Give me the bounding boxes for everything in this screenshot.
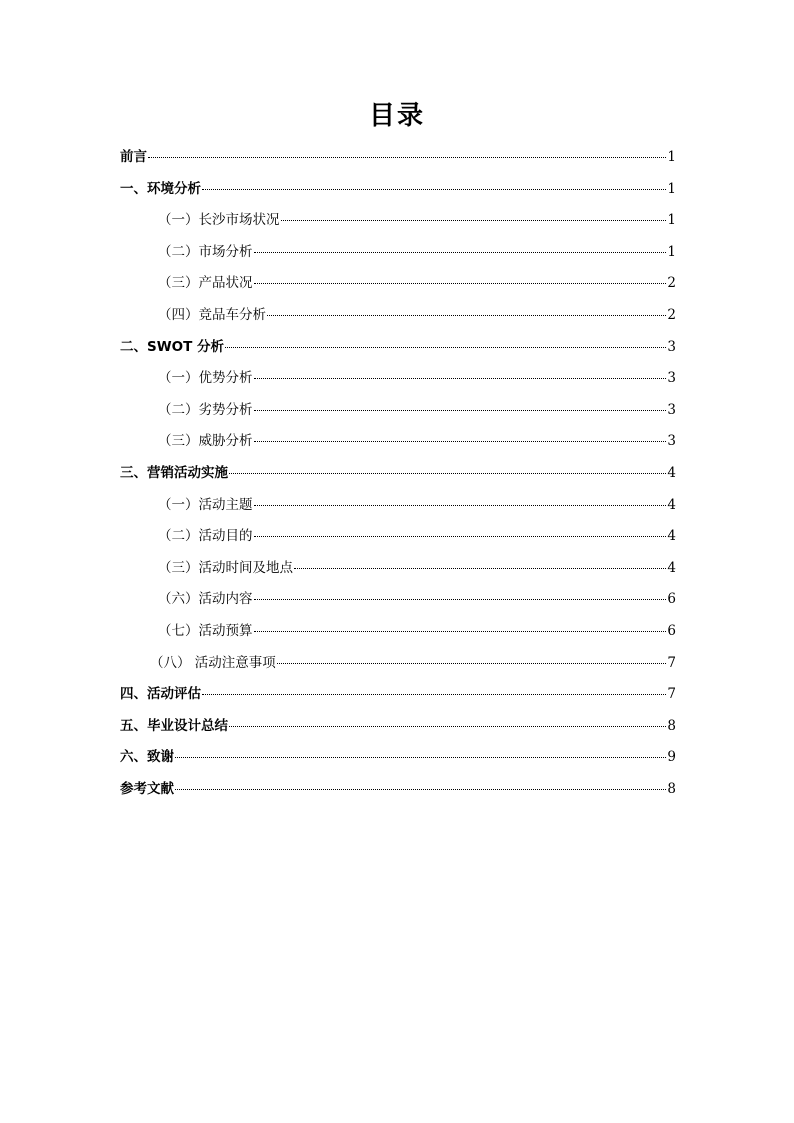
toc-entry-label: （六）活动内容 — [158, 591, 253, 608]
toc-entry-page-number: 6 — [667, 591, 676, 608]
toc-dot-leader — [254, 631, 667, 632]
toc-entry-page-number: 6 — [667, 622, 676, 639]
toc-entry[interactable] — [120, 742, 676, 774]
toc-entry-page-number: 3 — [667, 401, 676, 418]
toc-entry[interactable] — [120, 711, 676, 743]
toc-dot-leader — [254, 378, 667, 379]
toc-dot-leader — [148, 157, 666, 158]
toc-entry-label: （二）劣势分析 — [158, 401, 253, 418]
toc-dot-leader — [202, 189, 666, 190]
toc-entry[interactable] — [120, 363, 676, 395]
toc-entry-page-number: 1 — [667, 180, 676, 197]
toc-entry-label: （一）优势分析 — [158, 370, 253, 387]
toc-entry[interactable] — [120, 426, 676, 458]
toc-entry[interactable] — [120, 553, 676, 585]
toc-dot-leader — [254, 536, 667, 537]
toc-entry-page-number: 1 — [667, 212, 676, 229]
toc-dot-leader — [229, 726, 666, 727]
toc-entry-page-number: 4 — [667, 559, 676, 576]
toc-entry-page-number: 2 — [667, 275, 676, 292]
toc-entry-page-number: 4 — [667, 464, 676, 481]
toc-entry-label: 六、致谢 — [120, 749, 174, 766]
toc-entry-label: （三）产品状况 — [158, 275, 253, 292]
toc-dot-leader — [294, 568, 666, 569]
toc-title: 目录 — [368, 101, 425, 131]
toc-entry[interactable] — [120, 490, 676, 522]
toc-entry[interactable] — [120, 237, 676, 269]
toc-entry[interactable] — [120, 458, 676, 490]
toc-entry-page-number: 7 — [667, 686, 676, 703]
toc-entry-page-number: 9 — [667, 749, 676, 766]
toc-entry[interactable] — [120, 679, 676, 711]
toc-entry-page-number: 1 — [667, 149, 676, 165]
toc-dot-leader — [229, 473, 666, 474]
toc-entry-label: 四、活动评估 — [120, 686, 201, 703]
toc-list — [120, 142, 676, 805]
toc-entry[interactable] — [120, 648, 676, 680]
toc-entry[interactable] — [120, 300, 676, 332]
toc-entry-label: 参考文献 — [120, 780, 174, 797]
toc-entry-label: 三、营销活动实施 — [120, 464, 228, 481]
toc-entry[interactable] — [120, 174, 676, 206]
toc-dot-leader — [175, 789, 666, 790]
toc-entry[interactable] — [120, 584, 676, 616]
toc-entry-page-number: 4 — [667, 496, 676, 513]
toc-entry-label: （一）长沙市场状况 — [158, 212, 280, 229]
toc-entry[interactable] — [120, 395, 676, 427]
toc-entry-label: （一）活动主题 — [158, 496, 253, 513]
toc-dot-leader — [267, 315, 666, 316]
toc-entry[interactable] — [120, 205, 676, 237]
toc-entry[interactable] — [120, 521, 676, 553]
toc-dot-leader — [202, 694, 666, 695]
toc-dot-leader — [254, 441, 667, 442]
toc-entry-page-number: 3 — [667, 338, 676, 355]
toc-entry[interactable] — [120, 268, 676, 300]
toc-entry-label: 五、毕业设计总结 — [120, 717, 228, 734]
toc-entry-page-number: 3 — [667, 370, 676, 387]
toc-dot-leader — [281, 220, 667, 221]
toc-dot-leader — [225, 347, 666, 348]
toc-dot-leader — [254, 252, 667, 253]
toc-entry-label: 一、环境分析 — [120, 180, 201, 197]
toc-entry[interactable] — [120, 332, 676, 364]
toc-entry-label: 二、SWOT 分析 — [120, 338, 224, 355]
toc-entry-label: （二）市场分析 — [158, 243, 253, 260]
toc-dot-leader — [254, 599, 667, 600]
toc-entry-label: （三）威胁分析 — [158, 433, 253, 450]
toc-dot-leader — [254, 283, 667, 284]
toc-dot-leader — [254, 505, 667, 506]
toc-entry-page-number: 2 — [667, 306, 676, 323]
toc-entry[interactable] — [120, 142, 676, 174]
toc-dot-leader — [175, 757, 666, 758]
toc-entry-label: （七）活动预算 — [158, 622, 253, 639]
toc-entry-page-number: 7 — [667, 654, 676, 671]
toc-entry[interactable] — [120, 774, 676, 806]
toc-entry-page-number: 3 — [667, 433, 676, 450]
toc-entry-label: （二）活动目的 — [158, 528, 253, 545]
toc-entry[interactable] — [120, 616, 676, 648]
toc-entry-label: （四）竞品车分析 — [158, 306, 266, 323]
toc-dot-leader — [254, 410, 667, 411]
toc-dot-leader — [277, 663, 667, 664]
toc-entry-page-number: 1 — [667, 243, 676, 260]
toc-entry-label: （八） 活动注意事项 — [150, 654, 276, 671]
toc-entry-label: （三）活动时间及地点 — [158, 559, 293, 576]
toc-entry-page-number: 4 — [667, 528, 676, 545]
toc-entry-label: 前言 — [120, 149, 147, 165]
toc-entry-page-number: 8 — [667, 780, 676, 797]
toc-entry-page-number: 8 — [667, 717, 676, 734]
